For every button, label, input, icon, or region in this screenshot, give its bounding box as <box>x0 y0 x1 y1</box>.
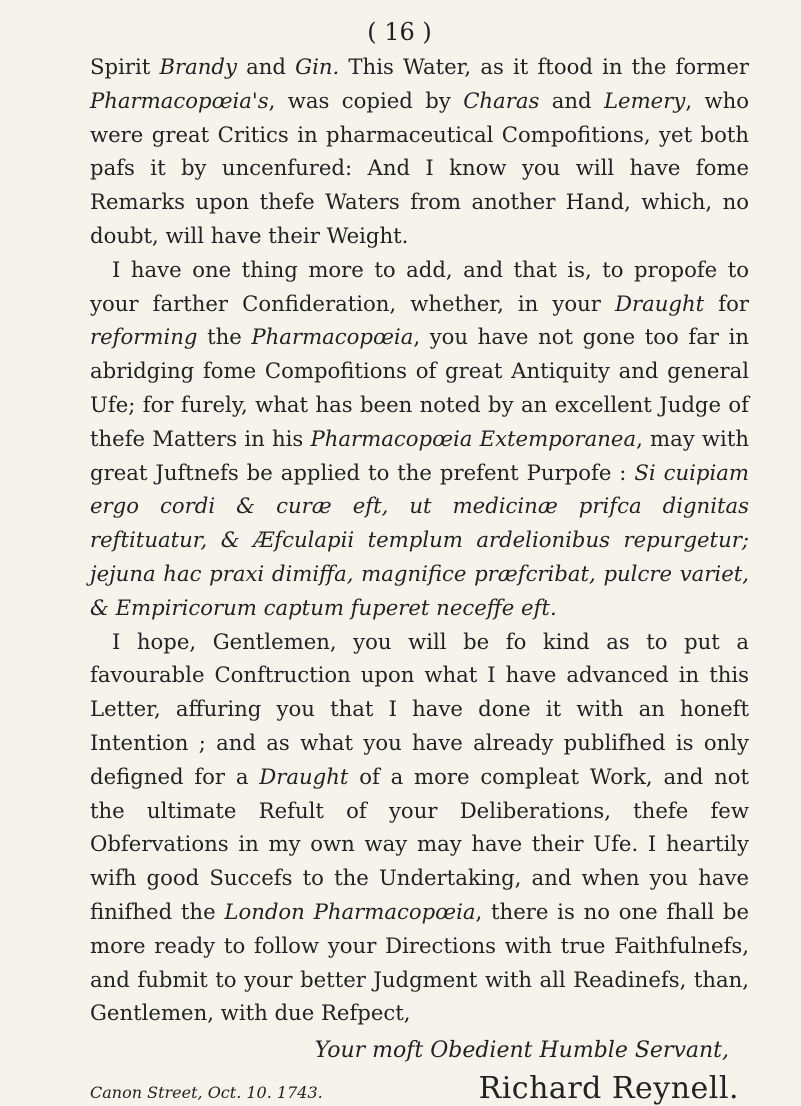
text-segment: for <box>704 290 749 316</box>
text-segment: the <box>197 324 252 350</box>
text-segment: Draught <box>615 290 705 316</box>
signature: Richard Reynell. <box>478 1071 739 1106</box>
text-segment: of a more compleat Work, and not the ultimate Refult of your Deliberations, thefe few Obfervations in my own way may have their Ufe. I heartily wifh good Succefs to the Undertaking, and when you have finifhed the <box>90 763 749 924</box>
page-number: ( 16 ) <box>367 18 432 46</box>
text-segment: , who were great Critics in pharmaceutical Compofitions, yet both pafs it by uncenfured: And I know you will have fome Remarks upon thefe Waters from another Hand, which, no doubt, will have their Weight. <box>90 87 749 248</box>
text-segment: I hope, Gentlemen, you will be fo kind as to put a favourable Conftruction upon what I have advanced in this Letter, affuring you that I have done it with an honeft Intention ; and as what you have already publifhed is only defigned for a <box>90 628 749 789</box>
text-segment: Gin. <box>295 54 340 79</box>
text-segment: London Pharmacopœia <box>224 898 476 924</box>
paragraph-3 <box>90 625 749 1031</box>
text-segment: and <box>539 87 604 113</box>
text-segment: and <box>236 54 296 79</box>
text-segment: I have one thing more to add, and that is, to propofe to your farther Confideration, whether, in your <box>90 256 749 316</box>
text-segment: , may with great Juftnefs be applied to the prefent Purpofe : <box>90 425 749 485</box>
text-segment: , was copied by <box>268 87 464 113</box>
paragraph-1 <box>90 50 749 253</box>
text-segment: reforming <box>90 324 198 350</box>
text-segment: , there is no one fhall be more ready to follow your Directions with true Faithfulnefs, and fubmit to your better Judgment with all Readinefs, than, Gentlemen, with due Refpect, <box>90 898 750 1026</box>
letter-footer <box>90 1071 749 1106</box>
dateline: Canon Street, Oct. 10. 1743. <box>90 1083 323 1103</box>
text-segment: This Water, as it ftood in the former <box>339 54 750 79</box>
text-segment: Charas <box>463 87 540 113</box>
text-segment: Pharmacopœia's <box>90 87 269 113</box>
text-segment: Brandy <box>159 54 237 79</box>
text-segment: Spirit <box>90 54 160 79</box>
text-segment: Lemery <box>603 87 686 113</box>
text-segment: Draught <box>259 763 349 789</box>
text-segment: Pharmacopœia <box>251 324 414 350</box>
paragraph-2 <box>90 253 749 625</box>
closing-salutation: Your moft Obedient Humble Servant, <box>314 1038 729 1064</box>
text-segment: Pharmacopœia Extemporanea <box>310 425 637 451</box>
letter-body <box>90 50 749 1030</box>
text-segment: Si cuipiam ergo cordi & curæ eft, ut medicinæ prifca dignitas reftituatur, & Æfculapii templum ardelionibus repurgetur; jejuna hac praxi dimiffa, magnifice præfcribat, pulcre variet, & Empiricorum captum fuperet neceffe eft. <box>90 459 749 620</box>
text-segment: , you have not gone too far in abridging fome Compofitions of great Antiquity and general Ufe; for furely, what has been noted by an excellent Judge of thefe Matters in his <box>90 324 749 451</box>
